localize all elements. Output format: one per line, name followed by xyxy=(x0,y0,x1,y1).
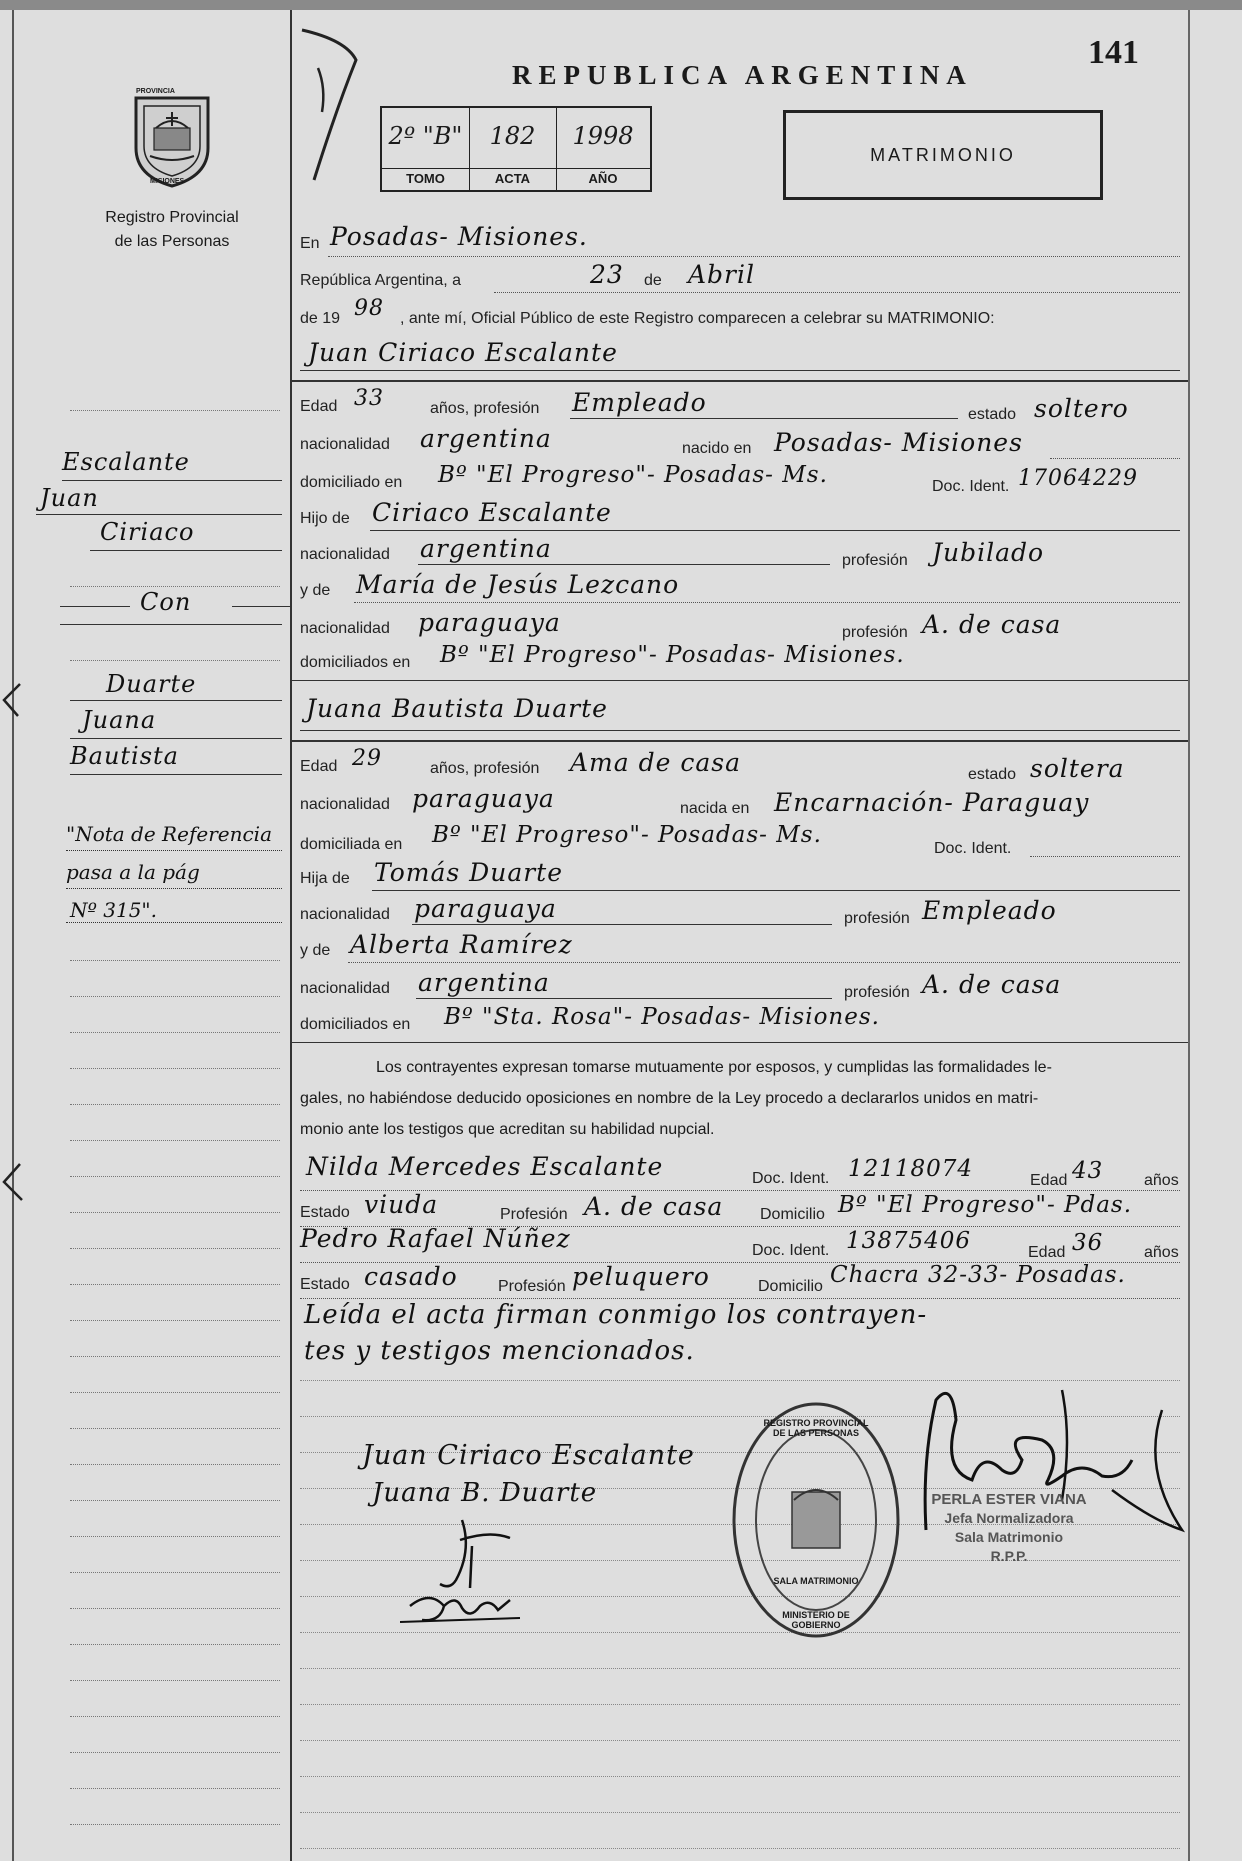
bride-yde-label: y de xyxy=(300,942,331,959)
margin-given1a-line xyxy=(36,514,282,515)
margin-rule xyxy=(70,1392,280,1393)
witness2-doc-label: Doc. Ident. xyxy=(752,1242,830,1259)
margin-rule xyxy=(70,586,280,587)
official-org: R.P.P. xyxy=(990,1548,1028,1564)
margin-given1a: Juan xyxy=(40,484,99,512)
day-value: 23 xyxy=(590,260,624,289)
groom-doc: 17064229 xyxy=(1018,466,1138,491)
witness2-profession: peluquero xyxy=(572,1262,710,1291)
margin-surname2: Duarte xyxy=(106,670,197,698)
margin-con-right-line xyxy=(232,606,292,607)
witness1-estado-label: Estado xyxy=(300,1204,350,1221)
groom-birthplace-line xyxy=(1050,458,1180,459)
witness2-anos-label: años xyxy=(1144,1244,1179,1261)
witness2-profesion-label: Profesión xyxy=(498,1278,566,1295)
ruled-line xyxy=(300,1740,1180,1741)
official-office: Sala Matrimonio xyxy=(954,1529,1064,1545)
bride-mother-prof-label: profesión xyxy=(844,984,910,1001)
margin-rule xyxy=(70,1752,280,1753)
bride-profesion-label: años, profesión xyxy=(430,760,540,777)
place-value: Posadas- Misiones. xyxy=(330,222,588,251)
bride-edad-label: Edad xyxy=(300,758,338,775)
certificate-type-box xyxy=(783,110,1103,200)
margin-rule xyxy=(70,1212,280,1213)
witness1-marital-status: viuda xyxy=(364,1190,439,1219)
page-number: 141 xyxy=(1088,34,1139,71)
groom-birthplace: Posadas- Misiones xyxy=(774,428,1023,457)
witness2-name: Pedro Rafael Núñez xyxy=(300,1224,571,1253)
margin-rule xyxy=(70,1428,280,1429)
bride-end-line xyxy=(292,1042,1188,1043)
groom-mother-profession: A. de casa xyxy=(922,610,1062,639)
de-label: de xyxy=(644,272,662,289)
groom-full-name: Juan Ciriaco Escalante xyxy=(308,338,618,367)
groom-domiciliado-label: domiciliado en xyxy=(300,474,403,491)
witness2-line2 xyxy=(300,1298,1180,1299)
bride-mother-line xyxy=(348,962,1180,963)
groom-father-nationality: argentina xyxy=(420,534,552,563)
groom-nationality: argentina xyxy=(420,424,552,453)
official-title: Jefa Normalizadora xyxy=(944,1510,1074,1526)
month-value: Abril xyxy=(688,260,755,289)
republica-label: República Argentina, a xyxy=(300,272,461,289)
bride-mother-nat-label: nacionalidad xyxy=(300,980,390,997)
margin-note3: Nº 315". xyxy=(70,898,157,922)
groom-section-divider xyxy=(292,380,1188,382)
margin-rule xyxy=(70,1068,280,1069)
seal-outer-bottom: MINISTERIO DE GOBIERNO xyxy=(782,1610,850,1630)
margin-rule xyxy=(70,1356,280,1357)
groom-mother-line xyxy=(354,602,1180,603)
margin-surname1: Escalante xyxy=(62,448,190,476)
margin-rule xyxy=(70,660,280,661)
bride-mother-nat-line xyxy=(416,998,832,999)
groom-profesion-label: años, profesión xyxy=(430,400,540,417)
year-prefix: de 19 xyxy=(300,310,341,327)
margin-note1: "Nota de Referencia xyxy=(66,822,272,846)
witness1-domicilio-label: Domicilio xyxy=(760,1206,825,1223)
witness2-marital-status: casado xyxy=(364,1262,458,1291)
bride-nationality: paraguaya xyxy=(412,784,555,813)
groom-hijo-label: Hijo de xyxy=(300,510,350,527)
bride-birthplace: Encarnación- Paraguay xyxy=(774,788,1090,817)
groom-father-profession: Jubilado xyxy=(932,538,1045,567)
ruled-line xyxy=(300,1848,1180,1849)
official-name: PERLA ESTER VIANA xyxy=(931,1491,1087,1508)
margin-note-line xyxy=(66,850,282,851)
witness2-domicilio-label: Domicilio xyxy=(758,1278,823,1295)
margin-rule xyxy=(70,1500,280,1501)
left-edge-mark-icon xyxy=(0,1160,26,1204)
bride-father: Tomás Duarte xyxy=(374,858,564,887)
groom-signature: Juan Ciriaco Escalante xyxy=(362,1440,695,1471)
ano-cell xyxy=(556,108,650,190)
margin-divider xyxy=(290,10,292,1861)
left-edge-mark-icon xyxy=(0,680,24,720)
margin-given2a: Juana xyxy=(82,706,157,734)
groom-marital-status: soltero xyxy=(1034,394,1129,423)
year-suffix: 98 xyxy=(354,296,384,321)
bride-age: 29 xyxy=(352,746,382,771)
declaration-line3: monio ante los testigos que acreditan su habilidad nupcial. xyxy=(300,1121,715,1138)
tomo-label: TOMO xyxy=(382,168,469,186)
bride-mother-profession: A. de casa xyxy=(922,970,1062,999)
bride-father-nat-line xyxy=(412,924,832,925)
bride-marital-status: soltera xyxy=(1030,754,1125,783)
bride-mother-nationality: argentina xyxy=(418,968,550,997)
closing-line2: tes y testigos mencionados. xyxy=(304,1336,695,1366)
groom-father-line xyxy=(370,530,1180,531)
witness1-name: Nilda Mercedes Escalante xyxy=(306,1152,664,1181)
groom-mother-nationality: paraguaya xyxy=(418,608,561,637)
margin-rule xyxy=(70,1284,280,1285)
ruled-line xyxy=(300,1704,1180,1705)
right-edge-line xyxy=(1188,10,1190,1861)
bride-estado-label: estado xyxy=(968,766,1017,783)
groom-mother: María de Jesús Lezcano xyxy=(356,570,680,599)
margin-rule xyxy=(70,410,280,411)
witness1-anos-label: años xyxy=(1144,1172,1179,1189)
ruled-line xyxy=(300,1776,1180,1777)
declaration-line2: gales, no habiéndose deducido oposiciones en nombre de la Ley procedo a declararlos unidos en matri- xyxy=(300,1090,1039,1107)
margin-given1b: Ciriaco xyxy=(100,518,195,546)
margin-rule xyxy=(70,1788,280,1789)
margin-rule xyxy=(70,1176,280,1177)
groom-end-line xyxy=(292,680,1188,681)
ano-value: 1998 xyxy=(572,122,634,150)
bride-nacionalidad-label: nacionalidad xyxy=(300,796,390,813)
seal-outer-top: REGISTRO PROVINCIAL DE LAS PERSONAS xyxy=(763,1418,869,1438)
margin-con-underline xyxy=(60,624,282,625)
groom-profession-line xyxy=(570,418,958,419)
closing-line1: Leída el acta firman conmigo los contrayen- xyxy=(304,1300,928,1330)
bride-hija-label: Hija de xyxy=(300,870,350,887)
margin-rule xyxy=(70,1644,280,1645)
margin-rule xyxy=(70,1824,280,1825)
groom-nacido-label: nacido en xyxy=(682,440,752,457)
province-emblem-icon xyxy=(126,90,218,190)
bride-doc-label: Doc. Ident. xyxy=(934,840,1012,857)
groom-edad-label: Edad xyxy=(300,398,338,415)
left-edge-line xyxy=(12,10,14,1861)
margin-surname2-line xyxy=(70,700,282,701)
seal-inner-text: SALA MATRIMONIO xyxy=(773,1576,859,1586)
witness2-age: 36 xyxy=(1072,1230,1104,1256)
emblem-top-text: PROVINCIA xyxy=(136,88,175,95)
witness2-doc: 13875406 xyxy=(846,1228,972,1254)
bride-address: Bº "El Progreso"- Posadas- Ms. xyxy=(432,822,822,848)
record-box xyxy=(380,106,652,192)
witness1-doc-label: Doc. Ident. xyxy=(752,1170,830,1187)
witness1-doc: 12118074 xyxy=(848,1156,974,1182)
groom-estado-label: estado xyxy=(968,406,1017,423)
bride-full-name: Juana Bautista Duarte xyxy=(306,694,608,723)
groom-parents-address: Bº "El Progreso"- Posadas- Misiones. xyxy=(440,642,905,668)
bride-parents-dom-label: domiciliados en xyxy=(300,1016,411,1033)
witness2-estado-label: Estado xyxy=(300,1276,350,1293)
margin-given1b-line xyxy=(90,550,282,551)
groom-nacionalidad-label: nacionalidad xyxy=(300,436,390,453)
bride-doc-line xyxy=(1030,856,1180,857)
margin-note-line xyxy=(66,922,282,923)
groom-address: Bº "El Progreso"- Posadas- Ms. xyxy=(438,462,828,488)
groom-profession: Empleado xyxy=(572,388,707,417)
bride-name-line xyxy=(300,730,1180,731)
witness2-edad-label: Edad xyxy=(1028,1244,1066,1261)
margin-rule xyxy=(70,1716,280,1717)
acta-value: 182 xyxy=(489,122,536,150)
witness1-profession: A. de casa xyxy=(584,1192,724,1221)
ruled-line xyxy=(300,1668,1180,1669)
groom-father-nat-line xyxy=(418,564,830,565)
tomo-cell xyxy=(382,108,470,190)
margin-given2b: Bautista xyxy=(70,742,179,770)
bride-father-prof-label: profesión xyxy=(844,910,910,927)
witness1-address: Bº "El Progreso"- Pdas. xyxy=(838,1192,1133,1218)
bride-signature: Juana B. Duarte xyxy=(372,1478,598,1508)
margin-note2: pasa a la pág xyxy=(66,860,200,884)
tomo-value: 2º "B" xyxy=(388,122,463,150)
bride-father-line xyxy=(372,890,1180,891)
groom-mother-nat-label: nacionalidad xyxy=(300,620,390,637)
witness-signatures-icon xyxy=(400,1510,600,1630)
margin-rule xyxy=(70,1248,280,1249)
groom-parents-dom-label: domiciliados en xyxy=(300,654,411,671)
witness1-age: 43 xyxy=(1072,1158,1104,1184)
registry-name-line1: Registro Provincial xyxy=(105,209,239,226)
bride-mother: Alberta Ramírez xyxy=(350,930,573,959)
groom-doc-label: Doc. Ident. xyxy=(932,478,1010,495)
margin-rule xyxy=(70,1536,280,1537)
margin-rule xyxy=(70,1680,280,1681)
margin-rule xyxy=(70,1608,280,1609)
place-line xyxy=(328,256,1180,257)
bride-profession: Ama de casa xyxy=(570,748,741,777)
margin-con: Con xyxy=(140,588,192,616)
groom-father: Ciriaco Escalante xyxy=(372,498,612,527)
groom-mother-prof-label: profesión xyxy=(842,624,908,641)
ano-label: AÑO xyxy=(556,168,650,186)
margin-rule xyxy=(70,996,280,997)
bride-father-nationality: paraguaya xyxy=(414,894,557,923)
bride-section-divider xyxy=(292,740,1188,742)
margin-rule xyxy=(70,1464,280,1465)
opening-statement: , ante mí, Oficial Público de este Registro comparecen a celebrar su MATRIMONIO: xyxy=(400,310,995,327)
official-stamp xyxy=(914,1490,1104,1566)
registry-seal-icon xyxy=(730,1400,902,1640)
margin-given2b-line xyxy=(70,774,282,775)
margin-rule xyxy=(70,1140,280,1141)
en-label: En xyxy=(300,235,320,252)
margin-rule xyxy=(70,1104,280,1105)
bride-nacida-label: nacida en xyxy=(680,800,750,817)
groom-father-prof-label: profesión xyxy=(842,552,908,569)
emblem-bottom-text: MISIONES xyxy=(150,178,185,185)
registry-name-line2: de las Personas xyxy=(114,233,230,250)
country-heading: REPUBLICA ARGENTINA xyxy=(512,60,973,90)
bride-parents-address: Bº "Sta. Rosa"- Posadas- Misiones. xyxy=(444,1004,880,1030)
groom-name-line xyxy=(300,370,1180,371)
date-line xyxy=(494,292,1180,293)
declaration-text xyxy=(300,1052,1180,1145)
bride-father-profession: Empleado xyxy=(922,896,1057,925)
witness2-address: Chacra 32-33- Posadas. xyxy=(830,1262,1126,1288)
groom-yde-label: y de xyxy=(300,582,331,599)
margin-note-line xyxy=(66,888,282,889)
certificate-type: MATRIMONIO xyxy=(870,144,1016,165)
witness1-profesion-label: Profesión xyxy=(500,1206,568,1223)
margin-rule xyxy=(70,1320,280,1321)
witness1-edad-label: Edad xyxy=(1030,1172,1068,1189)
margin-rule xyxy=(70,960,280,961)
bride-father-nat-label: nacionalidad xyxy=(300,906,390,923)
margin-surname1-line xyxy=(62,480,282,481)
margin-rule xyxy=(70,1572,280,1573)
acta-label: ACTA xyxy=(469,168,556,186)
declaration-line1: Los contrayentes expresan tomarse mutuamente por esposos, y cumplidas las formalidades le- xyxy=(376,1059,1052,1076)
groom-age: 33 xyxy=(354,386,384,411)
acta-cell xyxy=(469,108,557,190)
margin-con-left-line xyxy=(60,606,130,607)
handwritten-check-mark xyxy=(296,20,366,190)
ruled-line xyxy=(300,1812,1180,1813)
registry-name xyxy=(70,206,274,254)
groom-father-nat-label: nacionalidad xyxy=(300,546,390,563)
margin-given2a-line xyxy=(70,738,282,739)
margin-rule xyxy=(70,1032,280,1033)
bride-domiciliada-label: domiciliada en xyxy=(300,836,403,853)
